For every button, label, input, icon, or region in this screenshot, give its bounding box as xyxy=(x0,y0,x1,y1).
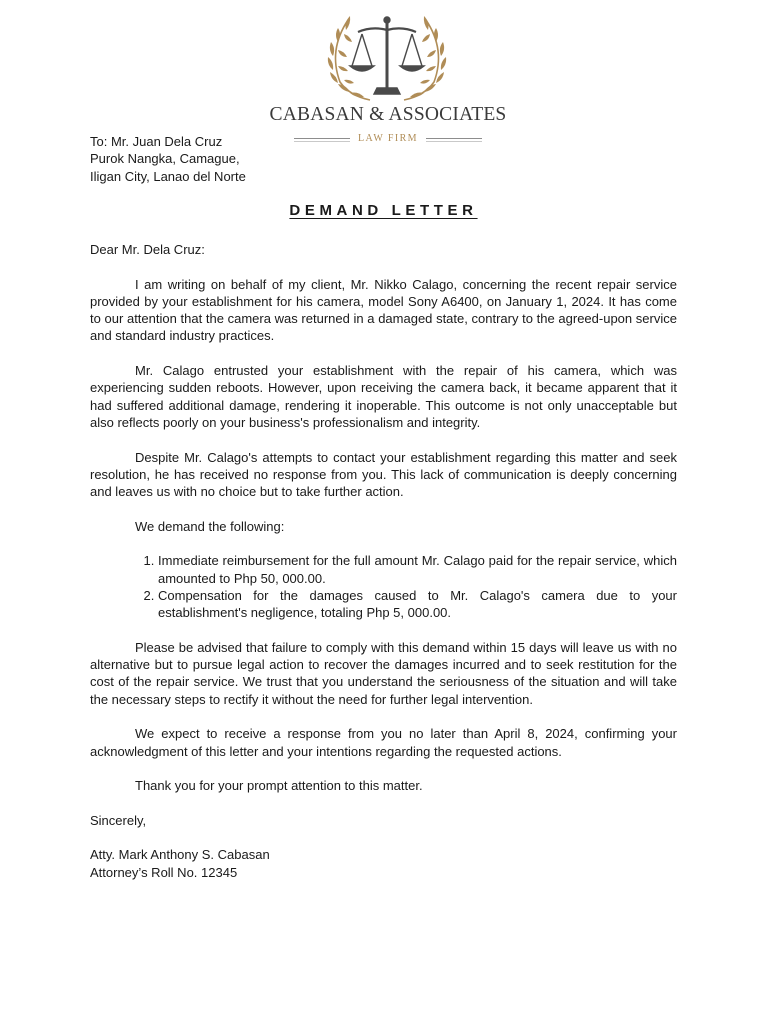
demand-list xyxy=(90,552,677,621)
demand-item: 1. Immediate reimbursement for the full amount Mr. Calago paid for the repair service, which amounted to Php 50, 000.00. xyxy=(158,552,677,587)
divider-right xyxy=(426,138,482,139)
recipient-line: Iligan City, Lanao del Norte xyxy=(90,168,246,184)
firm-subtitle-row xyxy=(294,131,482,145)
letter-body xyxy=(90,241,677,881)
paragraph: Despite Mr. Calago's attempts to contact your establishment regarding this matter and seek resolution, he has received no response from you. This lack of communication is deeply concerning and leaves us with no choice but to take further action. xyxy=(90,449,677,500)
firm-subtitle: LAW FIRM xyxy=(358,132,418,144)
signature-block xyxy=(90,846,677,881)
paragraph: Thank you for your prompt attention to this matter. xyxy=(135,778,423,794)
recipient-address xyxy=(90,133,246,185)
scales-of-justice-laurel-icon xyxy=(314,10,460,108)
paragraph: I am writing on behalf of my client, Mr. Nikko Calago, concerning the recent repair service provided by your establishment for his camera, model Sony A6400, on January 1, 2024. It has come to our attention that the camera was returned in a damaged state, contrary to the agreed-upon service and standard industry practices. xyxy=(90,276,677,344)
recipient-line: Purok Nangka, Camague, xyxy=(90,151,240,167)
firm-name: CABASAN & ASSOCIATES xyxy=(269,104,507,125)
letterhead xyxy=(264,10,512,144)
demand-item: 2. Compensation for the damages caused to Mr. Calago's camera due to your establishment's negligence, totaling Php 5, 000.00. xyxy=(158,587,677,622)
recipient-line: To: Mr. Juan Dela Cruz xyxy=(90,134,223,149)
letter-title: DEMAND LETTER xyxy=(289,202,478,219)
paragraph: Please be advised that failure to comply with this demand within 15 days will leave us with no alternative but to pursue legal action to recover the damages incurred and to seek restitution for the cost of the repair service. We trust that you understand the seriousness of the situation and will take the necessary steps to rectify it without the need for further legal intervention. xyxy=(90,639,677,707)
divider-left xyxy=(294,138,350,139)
signatory-name: Atty. Mark Anthony S. Cabasan xyxy=(90,847,270,863)
paragraph: We demand the following: xyxy=(135,518,285,534)
closing: Sincerely, xyxy=(90,812,147,828)
paragraph: We expect to receive a response from you no later than April 8, 2024, confirming your acknowledgment of this letter and your intentions regarding the requested actions. xyxy=(90,726,677,759)
paragraph: Mr. Calago entrusted your establishment with the repair of his camera, which was experiencing sudden reboots. However, upon receiving the camera back, it became apparent that it had suffered additional damage, rendering it inoperable. This outcome is not only unacceptable but also reflects poorly on your business's professionalism and integrity. xyxy=(90,363,677,430)
attorney-roll-number: Attorney’s Roll No. 12345 xyxy=(90,864,238,880)
salutation: Dear Mr. Dela Cruz: xyxy=(90,242,205,257)
